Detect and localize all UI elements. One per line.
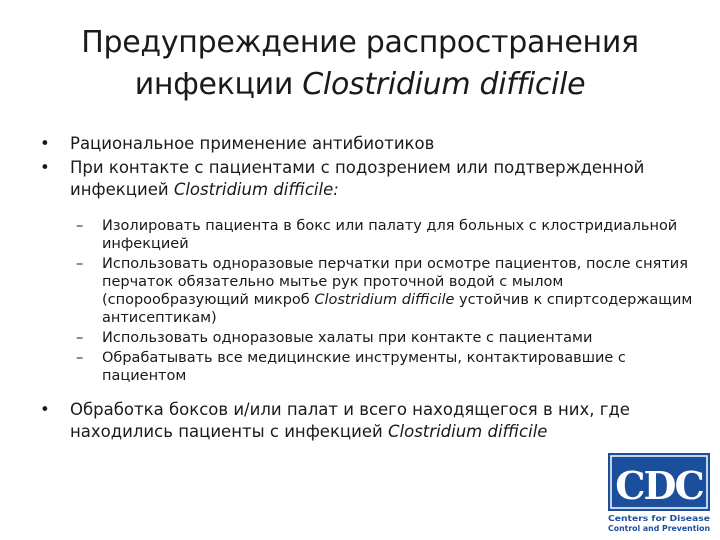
sub-item-text-post: устойчив к спиртсодержащим антисептикам) xyxy=(102,292,693,326)
cdc-logo-text: CDC xyxy=(615,463,703,508)
bullet-text-italic: Clostridium difficile xyxy=(388,422,548,441)
sub-item-italic: Clostridium difficile xyxy=(314,292,455,308)
cdc-logo-caption-1: Centers for Disease xyxy=(608,514,711,523)
bullet-marker: • xyxy=(40,158,50,177)
dash-marker: – xyxy=(76,330,84,346)
sub-item-text: Использовать одноразовые перчатки при осмотре пациентов, после снятия перчаток обязательно мытье рук проточной водой с мылом (спорообразующий микроб xyxy=(102,256,688,308)
sub-item-text: Обрабатывать все медицинские инструменты, контактировавшие с пациентом xyxy=(102,350,626,384)
title-line-2-italic: Clostridium difficile xyxy=(302,67,586,102)
bullet-text: Обработка боксов и/или палат и всего находящегося в них, где находились пациенты с инфекцией xyxy=(70,400,630,441)
title-line-2-plain: инфекции xyxy=(134,67,303,102)
dash-marker: – xyxy=(76,350,84,366)
sub-item xyxy=(36,349,696,385)
bullet-text: Рациональное применение антибиотиков xyxy=(70,134,435,153)
bullet-text-italic: Clostridium difficile: xyxy=(173,180,339,199)
sub-item xyxy=(36,329,696,347)
bullet-marker: • xyxy=(40,134,50,153)
sub-item xyxy=(36,255,696,327)
bullet-item xyxy=(36,157,696,201)
bullet-marker: • xyxy=(40,400,50,419)
sub-item-text: Использовать одноразовые халаты при контакте с пациентами xyxy=(102,330,593,346)
slide-content xyxy=(36,133,696,445)
bullet-item xyxy=(36,399,696,443)
bullet-item xyxy=(36,133,696,155)
sub-item xyxy=(36,217,696,253)
sub-item-text: Изолировать пациента в бокс или палату для больных с клостридиальной инфекцией xyxy=(102,218,678,252)
title-line-2 xyxy=(0,64,720,106)
dash-marker: – xyxy=(76,256,84,272)
cdc-logo xyxy=(607,452,711,534)
dash-marker: – xyxy=(76,218,84,234)
title-line-1: Предупреждение распространения xyxy=(81,25,639,60)
cdc-logo-caption-2: Control and Prevention xyxy=(608,524,711,533)
bullet-text: При контакте с пациентами с подозрением или подтвержденной инфекцией xyxy=(70,158,645,199)
slide-title xyxy=(0,22,720,106)
